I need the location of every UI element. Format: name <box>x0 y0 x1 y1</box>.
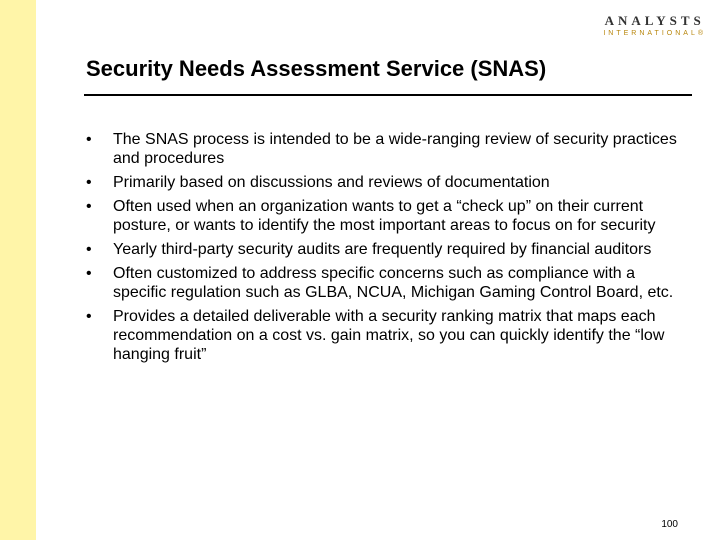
logo-subtitle: INTERNATIONAL® <box>603 30 706 37</box>
bullet-item <box>86 130 686 168</box>
bullet-icon: • <box>86 174 92 191</box>
left-accent-bar <box>0 0 36 540</box>
bullet-text: Primarily based on discussions and reviews of documentation <box>113 174 550 191</box>
bullet-item <box>86 197 686 235</box>
bullet-text: Often used when an organization wants to get a “check up” on their current posture, or wants to identify the most important areas to focus on for security <box>113 198 656 234</box>
bullet-text: The SNAS process is intended to be a wide-ranging review of security practices and procedures <box>113 131 677 167</box>
bullet-icon: • <box>86 198 92 215</box>
logo-wordmark: ANALYSTS <box>604 13 705 28</box>
bullet-icon: • <box>86 241 92 258</box>
bullet-text: Yearly third-party security audits are frequently required by financial auditors <box>113 241 652 258</box>
bullet-list <box>86 130 686 369</box>
page-number: 100 <box>661 519 678 530</box>
bullet-item <box>86 173 686 192</box>
bullet-icon: • <box>86 131 92 148</box>
slide-title: Security Needs Assessment Service (SNAS) <box>86 56 547 81</box>
bullet-text: Provides a detailed deliverable with a security ranking matrix that maps each recommendation on a cost vs. gain matrix, so you can quickly identify the “low hanging fruit” <box>113 308 665 363</box>
bullet-icon: • <box>86 308 92 325</box>
bullet-text: Often customized to address specific concerns such as compliance with a specific regulation such as GLBA, NCUA, Michigan Gaming Control Board, etc. <box>113 265 674 301</box>
bullet-item <box>86 240 686 259</box>
bullet-item <box>86 264 686 302</box>
company-logo <box>603 14 706 38</box>
bullet-item <box>86 307 686 364</box>
bullet-icon: • <box>86 265 92 282</box>
title-divider <box>84 94 692 96</box>
